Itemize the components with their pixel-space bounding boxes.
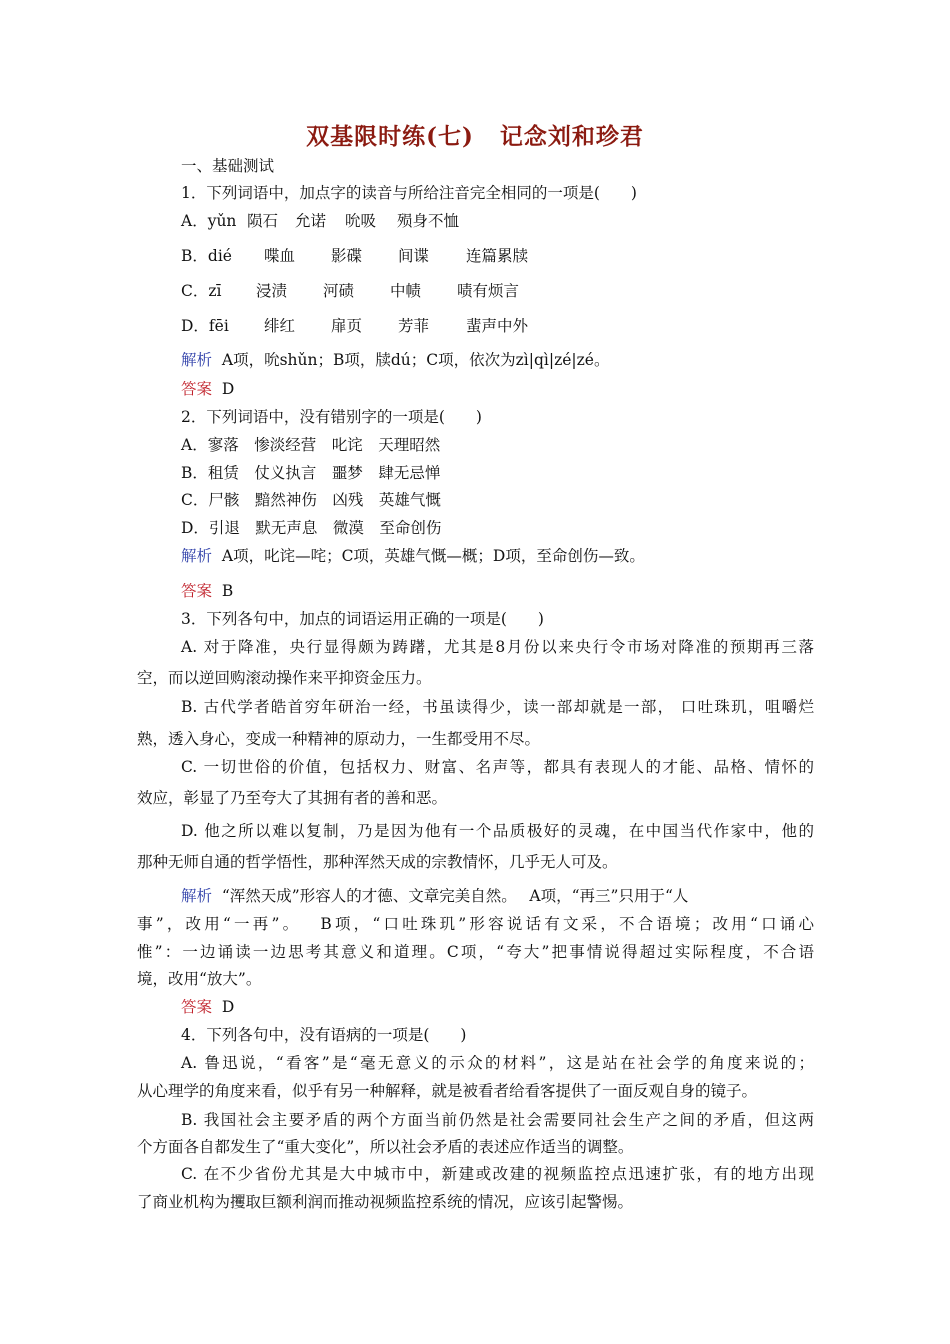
answer-label: 答案 [181,380,213,398]
q2-option-a: A．寥落 惨淡经营 叱诧 天理昭然 [181,436,441,454]
answer-label: 答案 [181,582,213,600]
q4-option-b-line1: B. 我国社会主要矛盾的两个方面当前仍然是社会需要同社会生产之间的矛盾，但这两 [181,1111,814,1129]
q3-option-a-line1: A. 对于降准，央行显得颇为踌躇，尤其是8月份以来央行令市场对降准的预期再三落 [181,638,814,656]
q1-answer: 答案 D [181,380,235,398]
q2-option-b: B．租赁 仗义执言 噩梦 肆无忌惮 [181,464,441,482]
q3-explanation-line2: 事”，改用“一再”。 B项，“口吐珠玑”形容说话有文采，不合语境；改用“口诵心 [137,915,814,933]
q1-option-b: B．dié 喋血 影碟 间谍 连篇累牍 [181,247,529,265]
option-label: C．zī [181,282,222,300]
q3-option-c-line2: 效应，彰显了乃至夸大了其拥有者的善和恶。 [137,789,448,807]
q4-option-c-line2: 了商业机构为攫取巨额利润而推动视频监控系统的情况，应该引起警惕。 [137,1193,634,1211]
q3-answer: 答案 D [181,998,235,1016]
q1-explanation: 解析 A项，吮shǔn；B项，牍dú；C项，依次为zì|qì|zé|zé。 [181,351,610,369]
q3-option-d-line1: D. 他之所以难以复制，乃是因为他有一个品质极好的灵魂，在中国当代作家中，他的 [181,822,814,840]
option-label: B．dié [181,247,232,265]
q3-explanation-line3: 惟”：一边诵读一边思考其意义和道理。C项，“夸大”把事情说得超过实际程度，不合语 [137,943,814,961]
q3-option-b-line1: B. 古代学者皓首穷年研治一经，书虽读得少，读一部却就是一部， 口吐珠玑，咀嚼烂 [181,698,814,716]
q2-explanation: 解析 A项，叱诧—咤；C项，英雄气慨—概；D项，至命创伤—致。 [181,547,645,565]
q1-stem: 1．下列词语中，加点字的读音与所给注音完全相同的一项是( ) [181,184,637,202]
answer-label: 答案 [181,998,213,1016]
q3-option-b-line2: 熟，透入身心，变成一种精神的原动力，一生都受用不尽。 [137,730,541,748]
explanation-label: 解析 [181,887,213,905]
q2-answer: 答案 B [181,582,234,600]
section-heading: 一、基础测试 [181,157,275,175]
q1-option-c: C．zī 浸渍 河碛 中帻 啧有烦言 [181,282,520,300]
q1-option-a: A．yǔn 陨石 允诺 吮吸 殒身不恤 [181,212,460,230]
page-title [0,118,950,151]
title-series: 双基限时练(七) [306,123,474,150]
q1-option-d: D．fēi 绯红 扉页 芳菲 蜚声中外 [181,317,529,335]
q4-stem: 4．下列各句中，没有语病的一项是( ) [181,1026,467,1044]
q3-option-d-line2: 那种无师自通的哲学悟性，那种浑然天成的宗教情怀，几乎无人可及。 [137,853,618,871]
q4-option-c-line1: C. 在不少省份尤其是大中城市中，新建或改建的视频监控点迅速扩张，有的地方出现 [181,1165,814,1183]
q3-stem: 3．下列各句中，加点的词语运用正确的一项是( ) [181,610,544,628]
q2-option-c: C．尸骸 黯然神伤 凶残 英雄气慨 [181,491,441,509]
q4-option-a-line1: A. 鲁迅说，“看客”是“毫无意义的示众的材料”，这是站在社会学的角度来说的； [181,1054,814,1072]
explanation-label: 解析 [181,351,213,369]
option-label: D．fēi [181,317,229,335]
title-lesson: 记念刘和珍君 [499,123,644,150]
q3-option-c-line1: C. 一切世俗的价值，包括权力、财富、名声等，都具有表现人的才能、品格、情怀的 [181,758,814,776]
q4-option-b-line2: 个方面各自都发生了“重大变化”，所以社会矛盾的表述应作适当的调整。 [137,1138,634,1156]
q3-explanation-line1: 解析 “浑然天成”形容人的才德、文章完美自然。 A项，“再三”只用于“人 [181,887,689,905]
q2-stem: 2．下列词语中，没有错别字的一项是( ) [181,408,482,426]
q3-explanation-line4: 境，改用“放大”。 [137,970,262,988]
q3-option-a-line2: 空，而以逆回购滚动操作来平抑资金压力。 [137,669,432,687]
explanation-label: 解析 [181,547,213,565]
q4-option-a-line2: 从心理学的角度来看，似乎有另一种解释，就是被看者给看客提供了一面反观自身的镜子。 [137,1082,758,1100]
option-label: A．yǔn [181,212,237,230]
q2-option-d: D．引退 默无声息 微漠 至命创伤 [181,519,442,537]
